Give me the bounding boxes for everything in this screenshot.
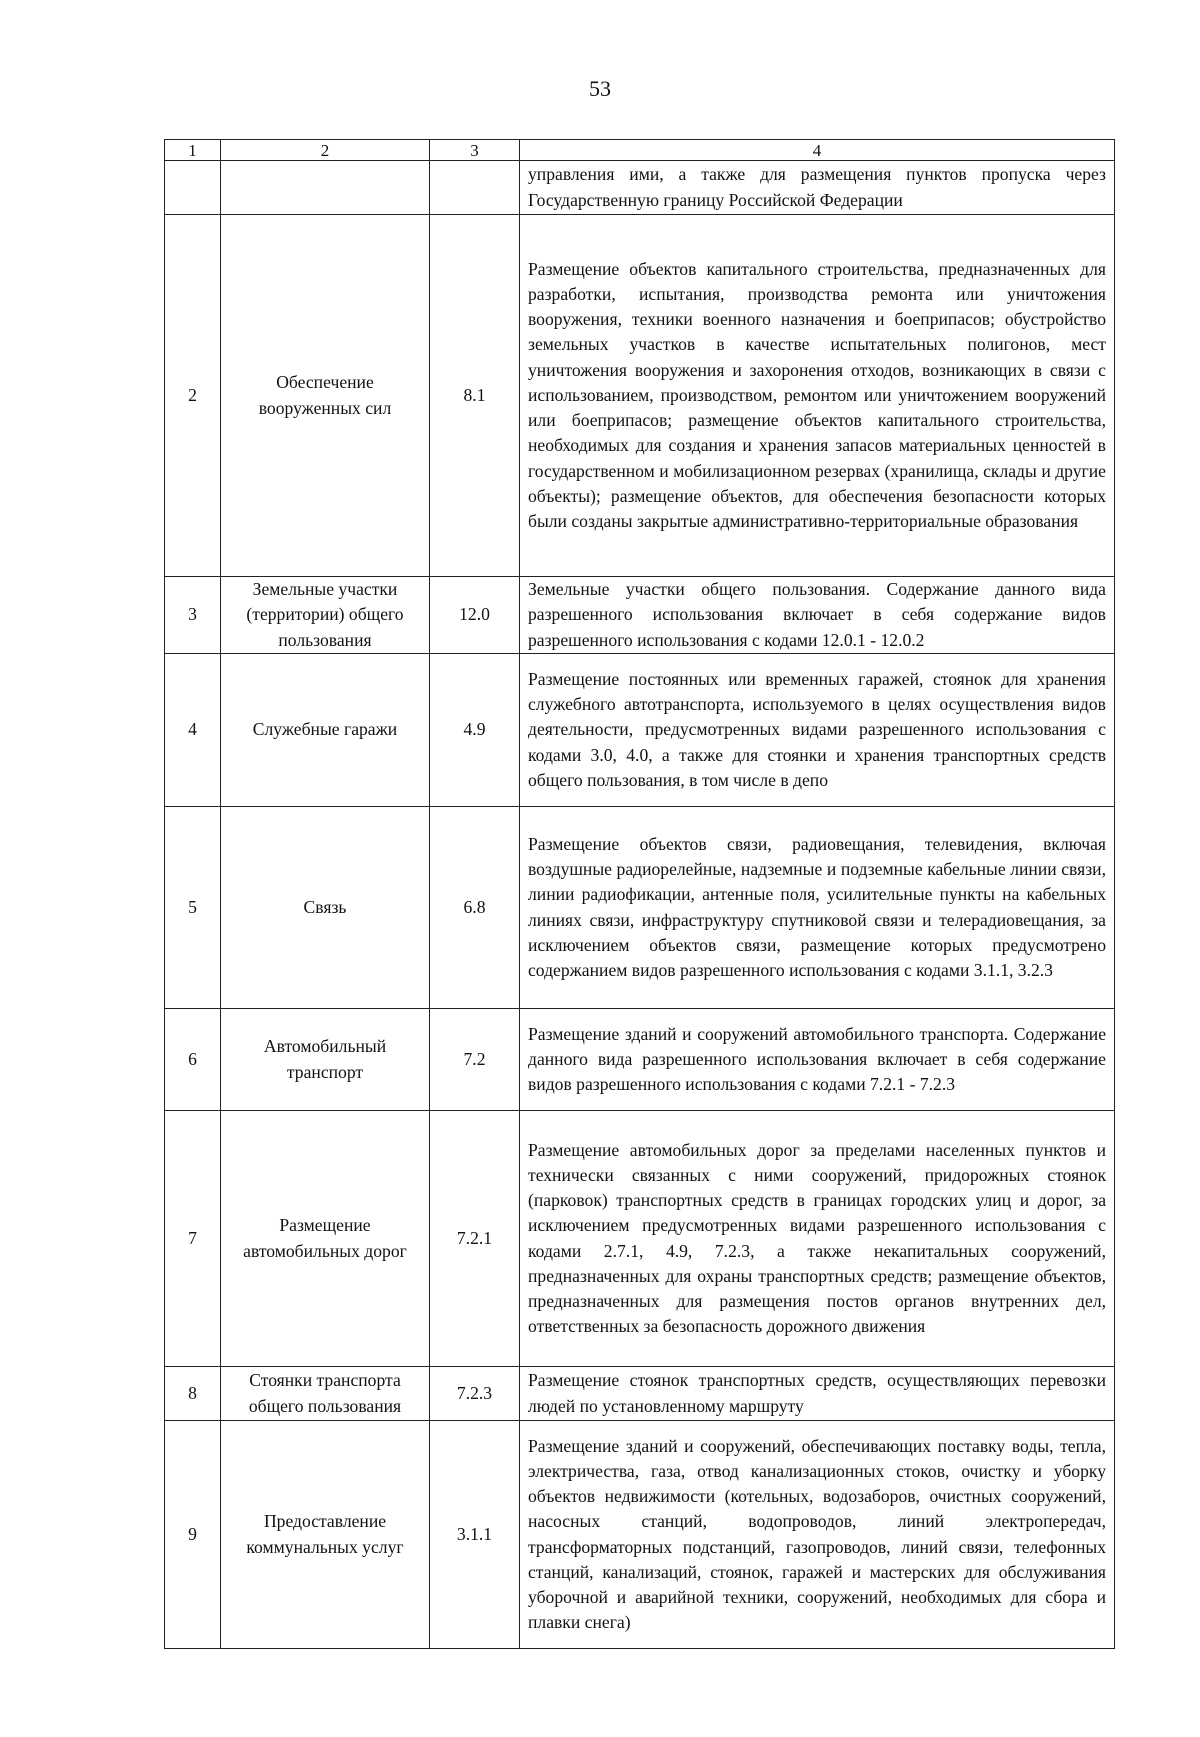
- row-code: 7.2: [430, 1009, 520, 1111]
- row-name: Предоставление коммунальных услуг: [221, 1421, 430, 1649]
- table-row: [165, 577, 1115, 654]
- row-name: Земельные участки (территории) общего пользования: [221, 577, 430, 654]
- table-row: [165, 1111, 1115, 1367]
- row-number: 2: [165, 215, 221, 577]
- row-name: Служебные гаражи: [221, 654, 430, 807]
- column-header-name: 2: [221, 140, 430, 161]
- table-row: [165, 1421, 1115, 1649]
- row-number: 8: [165, 1367, 221, 1421]
- row-code: 4.9: [430, 654, 520, 807]
- row-number: 5: [165, 807, 221, 1009]
- row-description: Размещение автомобильных дорог за пределами населенных пунктов и технически связанных с ними сооружений, придорожных стоянок (парковок) транспортных средств в границах городских улиц и дорог, за исключением предусмотренных видами разрешенного использования с кодами 2.7.1, 4.9, 7.2.3, а также некапитальных сооружений, предназначенных для охраны транспортных средств; размещение объектов, предназначенных для размещения постов органов внутренних дел, ответственных за безопасность дорожного движения: [520, 1111, 1115, 1367]
- column-header-code: 3: [430, 140, 520, 161]
- row-description: Размещение зданий и сооружений, обеспечивающих поставку воды, тепла, электричества, газа, отвод канализационных стоков, очистку и уборку объектов недвижимости (котельных, водозаборов, очистных сооружений, насосных станций, водопроводов, линий электропередач, трансформаторных подстанций, газопроводов, линий связи, телефонных станций, канализаций, стоянок, гаражей и мастерских для обслуживания уборочной и аварийной техники, сооружений, необходимых для сбора и плавки снега): [520, 1421, 1115, 1649]
- table-row: [165, 1009, 1115, 1111]
- row-description: Размещение объектов капитального строительства, предназначенных для разработки, испытания, производства ремонта или уничтожения вооружения, техники военного назначения и боеприпасов; обустройство земельных участков в качестве испытательных полигонов, мест уничтожения вооружения и захоронения отходов, возникающих в связи с использованием, производством, ремонтом или уничтожением вооружений или боеприпасов; размещение объектов капитального строительства, необходимых для создания и хранения запасов материальных ценностей в государственном и мобилизационном резервах (хранилища, склады и другие объекты); размещение объектов, для обеспечения безопасности которых были созданы закрытые административно-территориальные образования: [520, 215, 1115, 577]
- land-use-table: [164, 139, 1115, 1649]
- column-header-description: 4: [520, 140, 1115, 161]
- row-description: управления ими, а также для размещения пунктов пропуска через Государственную границу Российской Федерации: [520, 161, 1115, 215]
- row-name: Обеспечение вооруженных сил: [221, 215, 430, 577]
- row-number: 4: [165, 654, 221, 807]
- table-row: [165, 654, 1115, 807]
- row-number: 7: [165, 1111, 221, 1367]
- row-name: Связь: [221, 807, 430, 1009]
- row-name: Стоянки транспорта общего пользования: [221, 1367, 430, 1421]
- page-number: 53: [589, 76, 611, 101]
- row-number: [165, 161, 221, 215]
- row-description: Размещение зданий и сооружений автомобильного транспорта. Содержание данного вида разрешенного использования включает в себя содержание видов разрешенного использования с кодами 7.2.1 - 7.2.3: [520, 1009, 1115, 1111]
- row-code: 12.0: [430, 577, 520, 654]
- row-code: 6.8: [430, 807, 520, 1009]
- row-number: 6: [165, 1009, 221, 1111]
- row-description: Земельные участки общего пользования. Содержание данного вида разрешенного использования включает в себя содержание видов разрешенного использования с кодами 12.0.1 - 12.0.2: [520, 577, 1115, 654]
- row-code: 8.1: [430, 215, 520, 577]
- row-code: 7.2.1: [430, 1111, 520, 1367]
- row-number: 3: [165, 577, 221, 654]
- row-code: 3.1.1: [430, 1421, 520, 1649]
- row-code: 7.2.3: [430, 1367, 520, 1421]
- row-description: Размещение объектов связи, радиовещания, телевидения, включая воздушные радиорелейные, надземные и подземные кабельные линии связи, линии радиофикации, антенные поля, усилительные пункты на кабельных линиях связи, инфраструктуру спутниковой связи и телерадиовещания, за исключением объектов связи, размещение которых предусмотрено содержанием видов разрешенного использования с кодами 3.1.1, 3.2.3: [520, 807, 1115, 1009]
- row-number: 9: [165, 1421, 221, 1649]
- row-description: Размещение постоянных или временных гаражей, стоянок для хранения служебного автотранспорта, используемого в целях осуществления видов деятельности, предусмотренных видами разрешенного использования с кодами 3.0, 4.0, а также для стоянки и хранения транспортных средств общего пользования, в том числе в депо: [520, 654, 1115, 807]
- table-row: [165, 807, 1115, 1009]
- row-name: [221, 161, 430, 215]
- column-header-number: 1: [165, 140, 221, 161]
- row-name: Автомобильный транспорт: [221, 1009, 430, 1111]
- table-row: [165, 215, 1115, 577]
- table-row: [165, 161, 1115, 215]
- row-code: [430, 161, 520, 215]
- table-row: [165, 1367, 1115, 1421]
- row-name: Размещение автомобильных дорог: [221, 1111, 430, 1367]
- row-description: Размещение стоянок транспортных средств, осуществляющих перевозки людей по установленному маршруту: [520, 1367, 1115, 1421]
- table-header-row: [165, 140, 1115, 161]
